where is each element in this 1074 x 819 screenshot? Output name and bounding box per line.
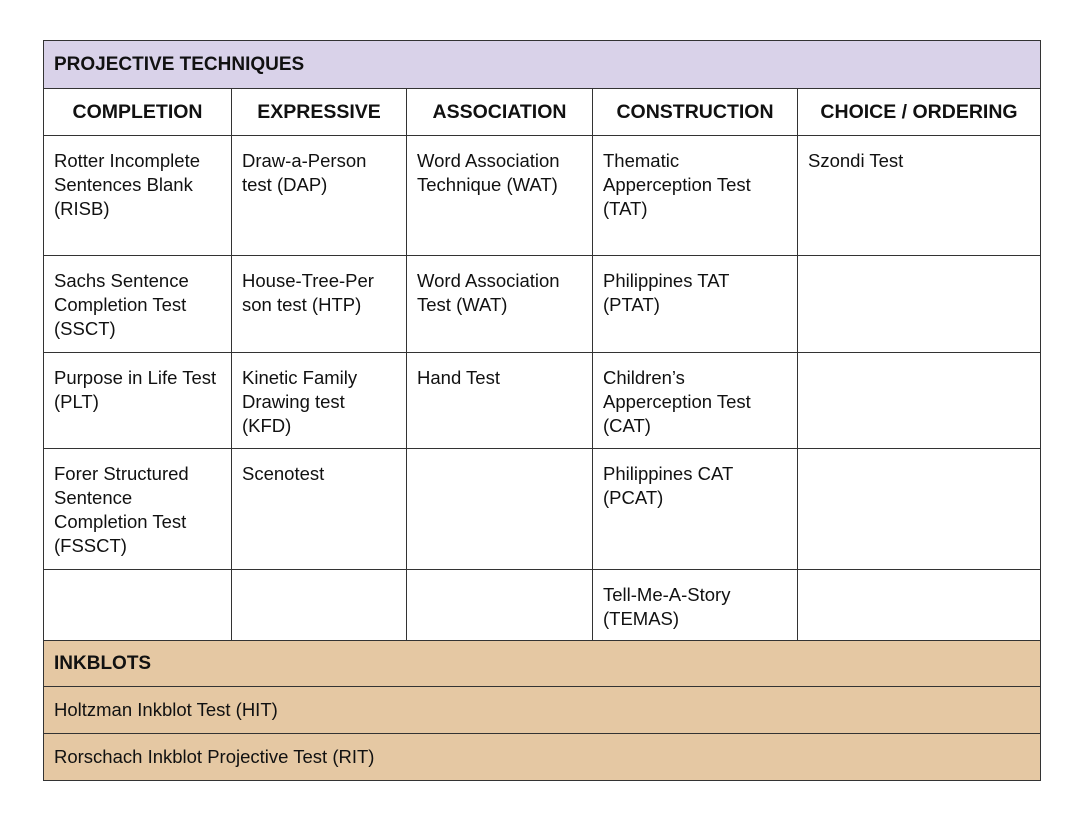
table-cell: [798, 353, 1041, 449]
column-header-completion: COMPLETION: [44, 89, 232, 136]
table-cell: Szondi Test: [798, 136, 1041, 256]
table-cell: Rotter Incomplete Sentences Blank (RISB): [44, 136, 232, 256]
table-cell: Philippines TAT (PTAT): [593, 256, 798, 353]
table-cell: Thematic Apperception Test (TAT): [593, 136, 798, 256]
column-header-construction: CONSTRUCTION: [593, 89, 798, 136]
table-row: [44, 449, 1041, 570]
inkblots-heading: INKBLOTS: [44, 641, 1041, 687]
table-cell: [798, 449, 1041, 570]
table-title: PROJECTIVE TECHNIQUES: [44, 41, 1041, 89]
table-cell: [407, 570, 593, 641]
table-cell: Scenotest: [232, 449, 407, 570]
table-cell: [798, 570, 1041, 641]
title-row: [44, 41, 1041, 89]
table-cell: Kinetic Family Drawing test (KFD): [232, 353, 407, 449]
table-cell: Children’s Apperception Test (CAT): [593, 353, 798, 449]
column-header-row: [44, 89, 1041, 136]
table-cell: Word Association Test (WAT): [407, 256, 593, 353]
table-cell: Draw-a-Person test (DAP): [232, 136, 407, 256]
projective-techniques-table: [43, 40, 1041, 781]
table-cell: Tell-Me-A-Story (TEMAS): [593, 570, 798, 641]
table-row: [44, 570, 1041, 641]
table-cell: [798, 256, 1041, 353]
table-row: [44, 136, 1041, 256]
table-cell: Sachs Sentence Completion Test (SSCT): [44, 256, 232, 353]
inkblots-heading-row: [44, 641, 1041, 687]
inkblot-row: [44, 687, 1041, 734]
inkblot-item: Rorschach Inkblot Projective Test (RIT): [44, 734, 1041, 781]
table-cell: Philippines CAT (PCAT): [593, 449, 798, 570]
table-row: [44, 353, 1041, 449]
table-cell: Hand Test: [407, 353, 593, 449]
column-header-choice-ordering: CHOICE / ORDERING: [798, 89, 1041, 136]
table-cell: [407, 449, 593, 570]
column-header-expressive: EXPRESSIVE: [232, 89, 407, 136]
table-cell: Word Association Technique (WAT): [407, 136, 593, 256]
table-cell: [232, 570, 407, 641]
table-cell: [44, 570, 232, 641]
table-cell: House-Tree-Per son test (HTP): [232, 256, 407, 353]
column-header-association: ASSOCIATION: [407, 89, 593, 136]
inkblot-item: Holtzman Inkblot Test (HIT): [44, 687, 1041, 734]
inkblot-row: [44, 734, 1041, 781]
table-row: [44, 256, 1041, 353]
table-cell: Purpose in Life Test (PLT): [44, 353, 232, 449]
table-cell: Forer Structured Sentence Completion Test (FSSCT): [44, 449, 232, 570]
